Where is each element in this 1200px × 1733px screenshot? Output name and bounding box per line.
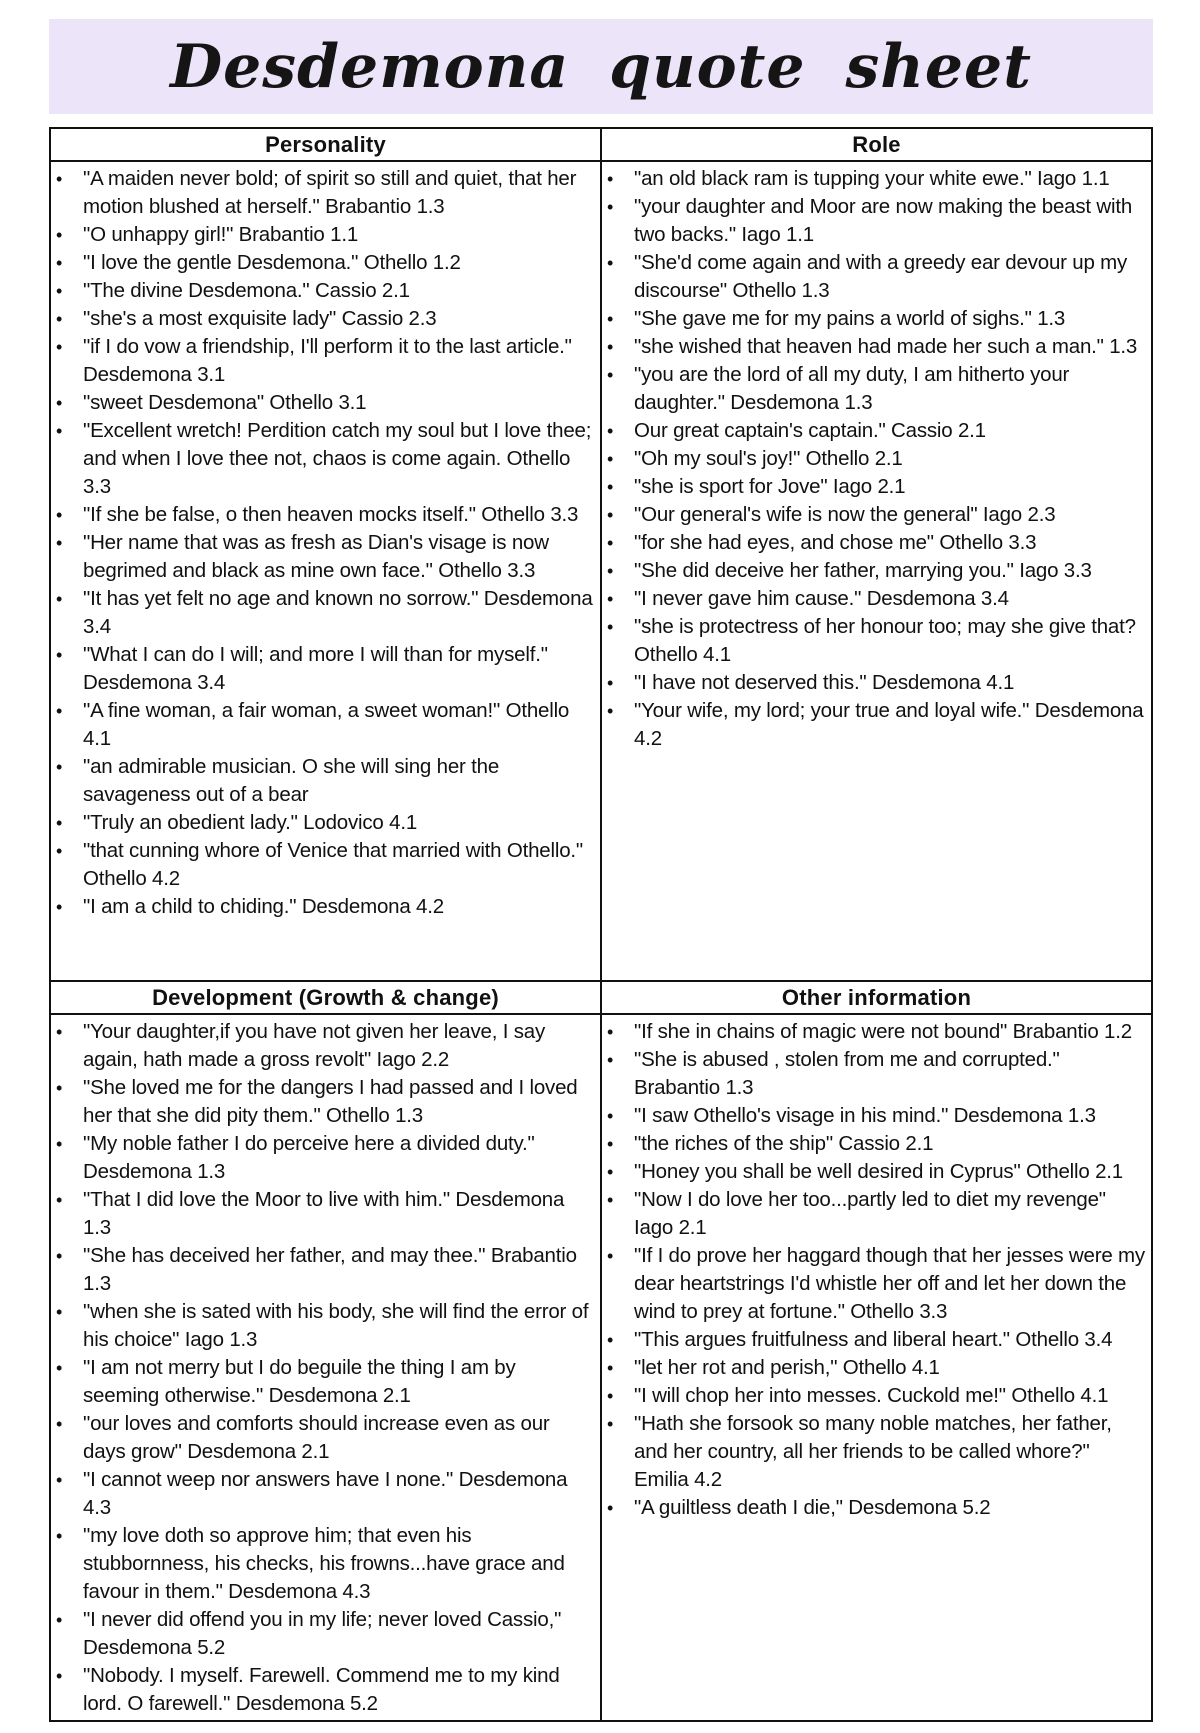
quote-item: • "the riches of the ship" Cassio 2.1 <box>602 1130 1145 1158</box>
quote-item: • "when she is sated with his body, she will find the error of his choice" Iago 1.3 <box>51 1298 594 1354</box>
quote-item: • "I cannot weep nor answers have I none." Desdemona 4.3 <box>51 1466 594 1522</box>
quote-item: • "that cunning whore of Venice that married with Othello." Othello 4.2 <box>51 837 594 893</box>
quote-item: • "O unhappy girl!" Brabantio 1.1 <box>51 221 594 249</box>
quote-item: • "she is protectress of her honour too; may she give that? Othello 4.1 <box>602 613 1145 669</box>
quote-item: • "Nobody. I myself. Farewell. Commend me to my kind lord. O farewell." Desdemona 5.2 <box>51 1662 594 1718</box>
quote-item: • "She loved me for the dangers I had passed and I loved her that she did pity them." Othello 1.3 <box>51 1074 594 1130</box>
quote-item: • "I love the gentle Desdemona." Othello 1.2 <box>51 249 594 277</box>
role-heading: Role <box>602 129 1151 162</box>
quote-item: • "she wished that heaven had made her such a man." 1.3 <box>602 333 1145 361</box>
quote-item: • "Your daughter,if you have not given her leave, I say again, hath made a gross revolt" Iago 2.2 <box>51 1018 594 1074</box>
quote-item: • "That I did love the Moor to live with him." Desdemona 1.3 <box>51 1186 594 1242</box>
quote-item: • "I will chop her into messes. Cuckold me!" Othello 4.1 <box>602 1382 1145 1410</box>
quote-item: • "She'd come again and with a greedy ear devour up my discourse" Othello 1.3 <box>602 249 1145 305</box>
quote-item: • "sweet Desdemona" Othello 3.1 <box>51 389 594 417</box>
development-heading: Development (Growth & change) <box>51 982 600 1015</box>
quote-item: • "I am a child to chiding." Desdemona 4.2 <box>51 893 594 921</box>
quote-item: • "let her rot and perish," Othello 4.1 <box>602 1354 1145 1382</box>
quote-item: • "A guiltless death I die," Desdemona 5.2 <box>602 1494 1145 1522</box>
quote-item: • "If she be false, o then heaven mocks itself." Othello 3.3 <box>51 501 594 529</box>
quote-item: • "if I do vow a friendship, I'll perform it to the last article." Desdemona 3.1 <box>51 333 594 389</box>
personality-list <box>51 162 600 921</box>
quote-item: • "my love doth so approve him; that even his stubbornness, his checks, his frowns...have grace and favour in them." Desdemona 4.3 <box>51 1522 594 1606</box>
other-information-list <box>602 1015 1151 1522</box>
quote-item: • "She is abused , stolen from me and corrupted." Brabantio 1.3 <box>602 1046 1145 1102</box>
personality-heading: Personality <box>51 129 600 162</box>
quote-item: • "our loves and comforts should increase even as our days grow" Desdemona 2.1 <box>51 1410 594 1466</box>
quote-item: • "Excellent wretch! Perdition catch my soul but I love thee; and when I love thee not, chaos is come again. Othello 3.3 <box>51 417 594 501</box>
role-list <box>602 162 1151 753</box>
quote-item: • "Hath she forsook so many noble matches, her father, and her country, all her friends to be called whore?" Emilia 4.2 <box>602 1410 1145 1494</box>
quote-item: • "A fine woman, a fair woman, a sweet woman!" Othello 4.1 <box>51 697 594 753</box>
quote-item: • "she's a most exquisite lady" Cassio 2.3 <box>51 305 594 333</box>
quote-item: • "Truly an obedient lady." Lodovico 4.1 <box>51 809 594 837</box>
quote-table <box>49 127 1153 1722</box>
quote-item: • "She gave me for my pains a world of sighs." 1.3 <box>602 305 1145 333</box>
other-information-heading: Other information <box>602 982 1151 1015</box>
quote-item: • "What I can do I will; and more I will than for myself." Desdemona 3.4 <box>51 641 594 697</box>
quote-item: • "Your wife, my lord; your true and loyal wife." Desdemona 4.2 <box>602 697 1145 753</box>
quote-item: • "If I do prove her haggard though that her jesses were my dear heartstrings I'd whistle her off and let her down the wind to prey at fortune." Othello 3.3 <box>602 1242 1145 1326</box>
personality-section <box>51 129 602 982</box>
quote-item: • "I never gave him cause." Desdemona 3.4 <box>602 585 1145 613</box>
quote-item: • "Oh my soul's joy!" Othello 2.1 <box>602 445 1145 473</box>
quote-item: • "A maiden never bold; of spirit so still and quiet, that her motion blushed at herself." Brabantio 1.3 <box>51 165 594 221</box>
quote-item: • "for she had eyes, and chose me" Othello 3.3 <box>602 529 1145 557</box>
quote-item: • "she is sport for Jove" Iago 2.1 <box>602 473 1145 501</box>
quote-item: • "Honey you shall be well desired in Cyprus" Othello 2.1 <box>602 1158 1145 1186</box>
quote-item: • "The divine Desdemona." Cassio 2.1 <box>51 277 594 305</box>
quote-item: • "I am not merry but I do beguile the thing I am by seeming otherwise." Desdemona 2.1 <box>51 1354 594 1410</box>
quote-item: • "Now I do love her too...partly led to diet my revenge" Iago 2.1 <box>602 1186 1145 1242</box>
development-list <box>51 1015 600 1718</box>
role-section <box>602 129 1151 982</box>
quote-item: • "an old black ram is tupping your white ewe." Iago 1.1 <box>602 165 1145 193</box>
quote-item: • "Her name that was as fresh as Dian's visage is now begrimed and black as mine own face." Othello 3.3 <box>51 529 594 585</box>
quote-item: • "She has deceived her father, and may thee." Brabantio 1.3 <box>51 1242 594 1298</box>
quote-item: • "This argues fruitfulness and liberal heart." Othello 3.4 <box>602 1326 1145 1354</box>
quote-item: • "It has yet felt no age and known no sorrow." Desdemona 3.4 <box>51 585 594 641</box>
quote-item: • "an admirable musician. O she will sing her the savageness out of a bear <box>51 753 594 809</box>
quote-item: • "She did deceive her father, marrying you." Iago 3.3 <box>602 557 1145 585</box>
quote-item: • "I saw Othello's visage in his mind." Desdemona 1.3 <box>602 1102 1145 1130</box>
quote-item: • "My noble father I do perceive here a divided duty." Desdemona 1.3 <box>51 1130 594 1186</box>
quote-item: • "I never did offend you in my life; never loved Cassio," Desdemona 5.2 <box>51 1606 594 1662</box>
quote-item: • "you are the lord of all my duty, I am hitherto your daughter." Desdemona 1.3 <box>602 361 1145 417</box>
title-banner <box>49 19 1153 114</box>
quote-item: • "your daughter and Moor are now making the beast with two backs." Iago 1.1 <box>602 193 1145 249</box>
quote-item: • "Our general's wife is now the general" Iago 2.3 <box>602 501 1145 529</box>
quote-item: • Our great captain's captain." Cassio 2.1 <box>602 417 1145 445</box>
quote-item: • "If she in chains of magic were not bound" Brabantio 1.2 <box>602 1018 1145 1046</box>
other-information-section <box>602 982 1151 1720</box>
page-title: Desdemona quote sheet <box>170 31 1032 102</box>
quote-item: • "I have not deserved this." Desdemona 4.1 <box>602 669 1145 697</box>
development-section <box>51 982 602 1720</box>
